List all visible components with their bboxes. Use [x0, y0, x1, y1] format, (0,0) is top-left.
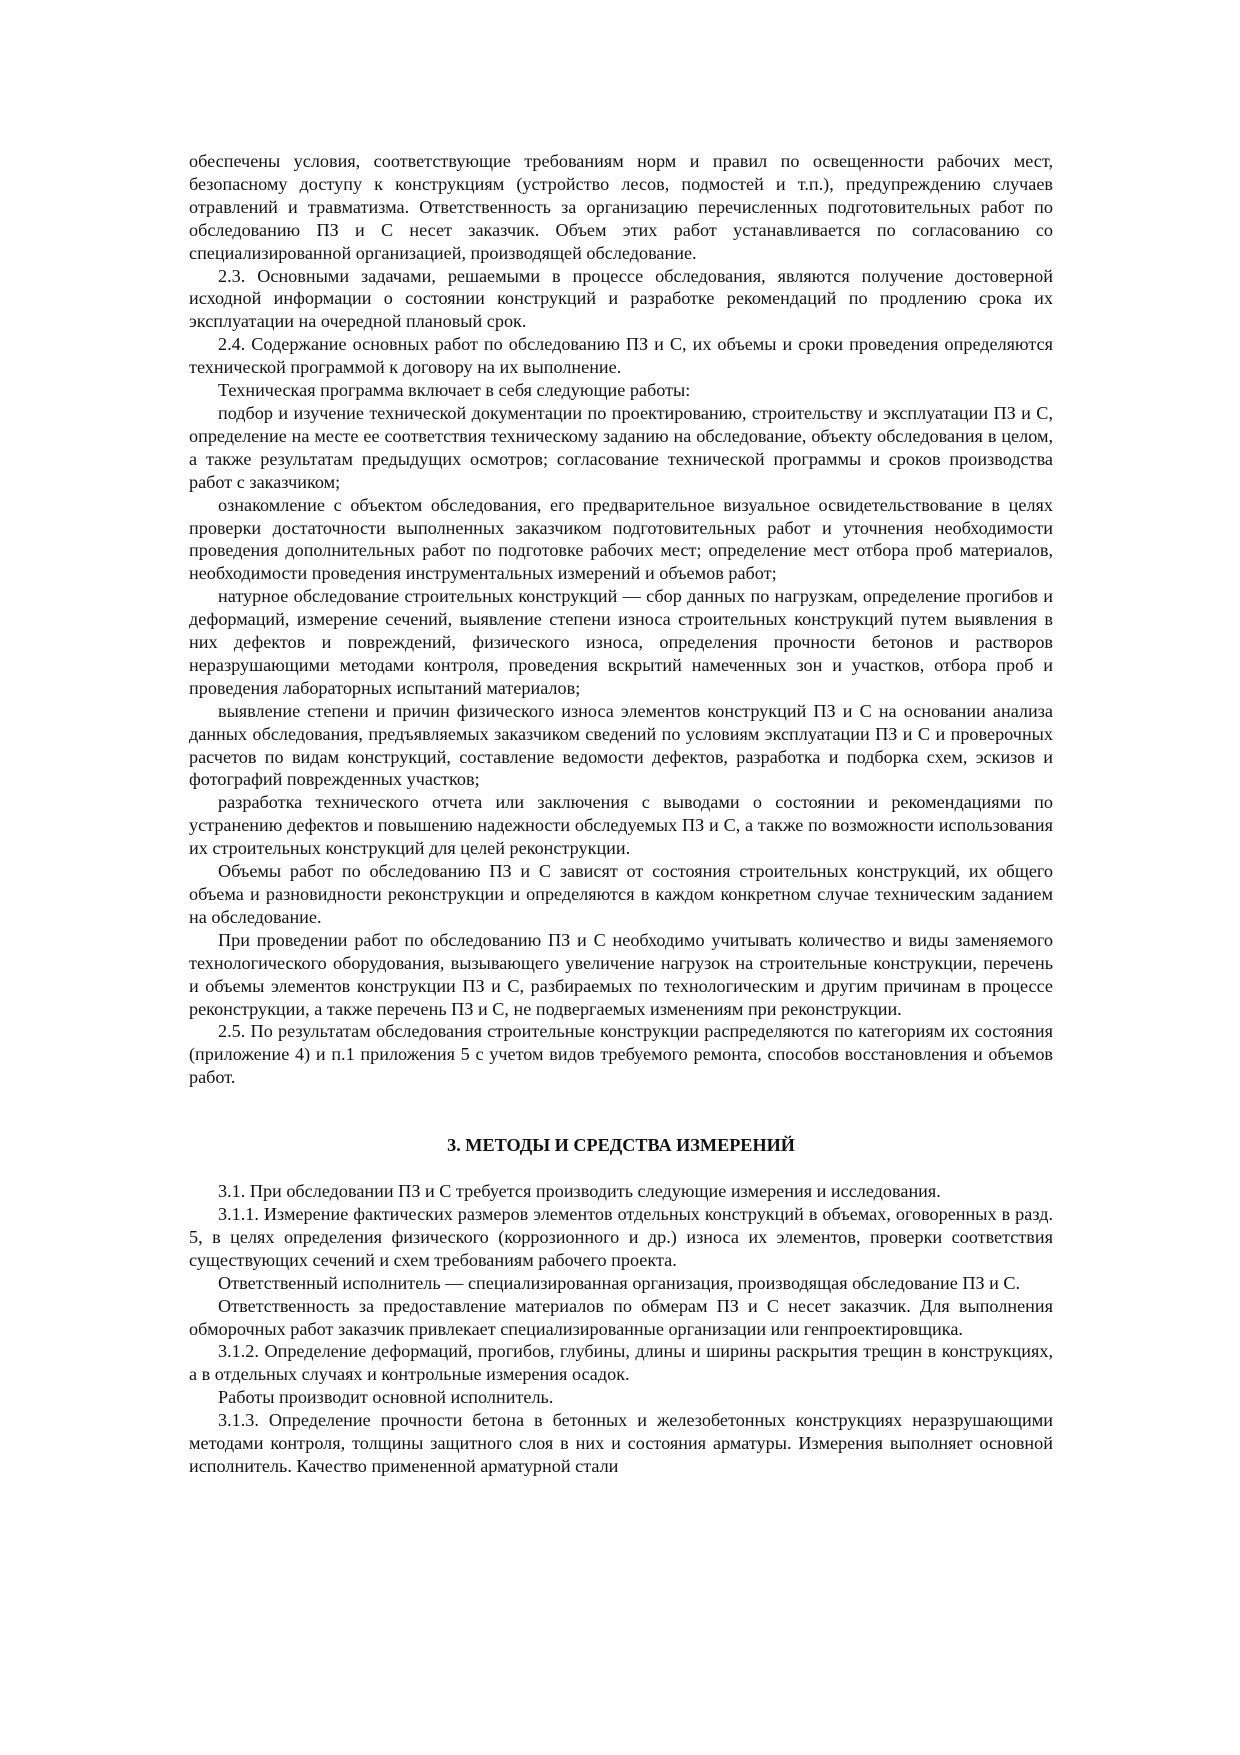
spacer: [189, 1089, 1053, 1134]
paragraph-volumes: Объемы работ по обследованию ПЗ и С зависят от состояния строительных конструкций, их общего объема и разновидности реконструкции и определяются в каждом конкретном случае техническим заданием на обследование.: [189, 861, 1053, 927]
paragraph-2-5: 2.5. По результатам обследования строительные конструкции распределяются по категориям их состояния (приложение 4) и п.1 приложения 5 с учетом видов требуемого ремонта, способов восстановления и объемов работ.: [189, 1021, 1053, 1088]
list-item-wear-analysis: выявление степени и причин физического износа элементов конструкций ПЗ и С на основании анализа данных обследования, предъявляемых заказчиком сведений по условиям эксплуатации ПЗ и С и проверочных расчетов по видам конструкций, составление ведомости дефектов, разработка и подборка схем, эскизов и фотографий поврежденных участков;: [189, 700, 1053, 790]
spacer: [189, 1157, 1053, 1180]
paragraph-2-3: 2.3. Основными задачами, решаемыми в процессе обследования, являются получение достоверной исходной информации о состоянии конструкций и разработке рекомендаций по продлению срока их эксплуатации на очередной плановый срок.: [189, 265, 1053, 332]
paragraph-2-4: 2.4. Содержание основных работ по обследованию ПЗ и С, их объемы и сроки проведения определяются технической программой к договору на их выполнение.: [189, 334, 1053, 378]
paragraph-3-1-1: 3.1.1. Измерение фактических размеров элементов отдельных конструкций в объемах, оговоренных в разд. 5, в целях определения физического (коррозионного и др.) износа их элементов, проверки соответствия существующих сечений и схем требованиям рабочего проекта.: [189, 1203, 1053, 1270]
list-item-familiarization: ознакомление с объектом обследования, его предварительное визуальное освидетельствование в целях проверки достаточности выполненных заказчиком подготовительных работ и уточнения необходимости проведения дополнительных работ по подготовке рабочих мест; определение мест отбора проб материалов, необходимости проведения инструментальных измерений и объемов работ;: [189, 494, 1053, 584]
paragraph-3-1-3: 3.1.3. Определение прочности бетона в бетонных и железобетонных конструкциях неразрушающими методами контроля, толщины защитного слоя в них и состояния арматуры. Измерения выполняет основной исполнитель. Качество примененной арматурной стали: [189, 1410, 1053, 1476]
list-item-field-survey: натурное обследование строительных конструкций — сбор данных по нагрузкам, определение прогибов и деформаций, измерение сечений, выявление степени износа строительных конструкций путем выявления в них дефектов и повреждений, физического износа, определения прочности бетонов и растворов неразрушающими методами контроля, проведения вскрытий намеченных зон и участков, отбора проб и проведения лабораторных испытаний материалов;: [189, 586, 1053, 698]
paragraph-responsible: Ответственный исполнитель — специализированная организация, производящая обследование ПЗ и С.: [218, 1272, 1021, 1293]
paragraph-executor: Работы производит основной исполнитель.: [218, 1387, 554, 1408]
document-page: [189, 150, 1053, 1478]
paragraph-responsibility: Ответственность за предоставление материалов по обмерам ПЗ и С несет заказчик. Для выполнения обморочных работ заказчик привлекает специализированные организации или генпроектировщика.: [189, 1295, 1053, 1339]
paragraph-2-2-continued: обеспечены условия, соответствующие требованиям норм и правил по освещенности рабочих мест, безопасному доступу к конструкциям (устройство лесов, подмостей и т.п.), предупреждению случаев отравлений и травматизма. Ответственность за организацию перечисленных подготовительных работ по обследованию ПЗ и С несет заказчик. Объем этих работ устанавливается по согласованию со специализированной организацией, производящей обследование.: [189, 151, 1053, 263]
section-3-heading: 3. МЕТОДЫ И СРЕДСТВА ИЗМЕРЕНИЙ: [447, 1135, 795, 1156]
paragraph-3-1: 3.1. При обследовании ПЗ и С требуется производить следующие измерения и исследования.: [218, 1181, 941, 1202]
list-item-report: разработка технического отчета или заключения с выводами о состоянии и рекомендациями по устранению дефектов и повышению надежности обследуемых ПЗ и С, а также по возможности использования их строительных конструкций для целей реконструкции.: [189, 792, 1053, 859]
paragraph-equipment: При проведении работ по обследованию ПЗ и С необходимо учитывать количество и виды заменяемого технологического оборудования, вызывающего увеличение нагрузок на строительные конструкции, перечень и объемы элементов конструкции ПЗ и С, разбираемых по технологическим и другим причинам в процессе реконструкции, а также перечень ПЗ и С, не подвергаемых изменениям при реконструкции.: [189, 929, 1053, 1019]
paragraph-program-intro: Техническая программа включает в себя следующие работы:: [218, 380, 691, 401]
list-item-documentation: подбор и изучение технической документации по проектированию, строительству и эксплуатации ПЗ и С, определение на месте ее соответствия техническому заданию на обследование, объекту обследования в целом, а также результатам предыдущих осмотров; согласование технической программы и сроков производства работ с заказчиком;: [189, 402, 1053, 492]
paragraph-3-1-2: 3.1.2. Определение деформаций, прогибов, глубины, длины и ширины раскрытия трещин в конструкциях, а в отдельных случаях и контрольные измерения осадок.: [189, 1341, 1053, 1385]
